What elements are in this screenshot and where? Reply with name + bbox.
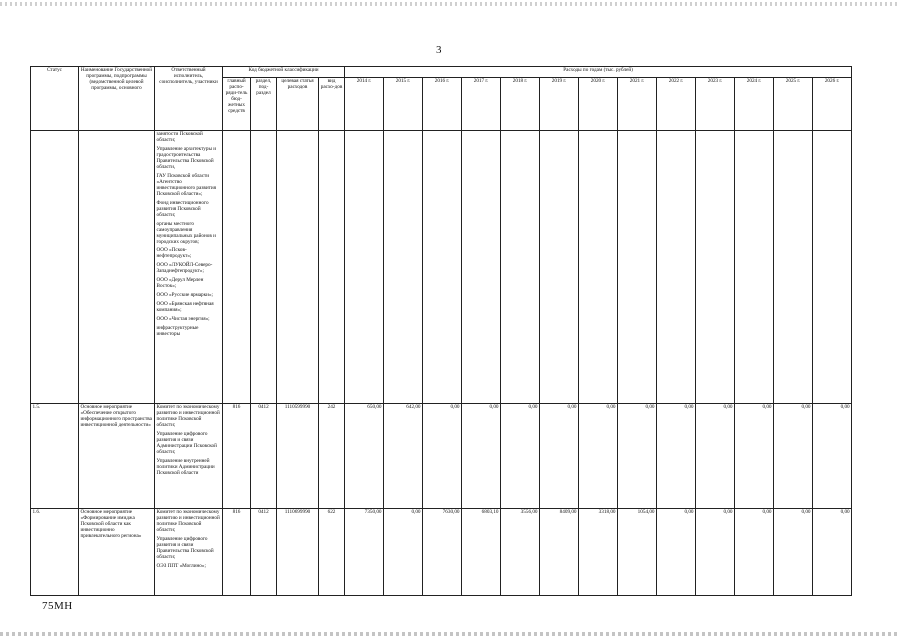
header-expenses: Расходы по годам (тыс. рублей) [345, 67, 852, 78]
value-cell [501, 131, 540, 404]
executor-item: органы местного самоуправления муниципальных районов и городских округов; [156, 220, 216, 245]
grbs-cell: 816 [223, 404, 251, 509]
section-cell [251, 131, 277, 404]
value-cell: 3318,00 [579, 509, 618, 596]
kind-cell: 622 [319, 509, 345, 596]
executor-item: ОЭЗ ППТ «Моглино»; [156, 562, 206, 569]
article-cell: 1110599990 [277, 404, 319, 509]
budget-table [30, 66, 852, 596]
header-year: 2019 г. [540, 78, 579, 131]
table-row [31, 509, 852, 596]
scan-edge-bottom [0, 632, 899, 636]
value-cell [618, 131, 657, 404]
grbs-cell: 816 [223, 509, 251, 596]
header-year: 2022 г. [657, 78, 696, 131]
executor-item: ООО «Русские ярмарки»; [156, 292, 213, 299]
value-cell: 0,00 [774, 404, 813, 509]
article-cell: 1110699990 [277, 509, 319, 596]
header-year: 2026 г. [813, 78, 852, 131]
value-cell: 0,00 [735, 404, 774, 509]
value-cell: 0,00 [579, 404, 618, 509]
value-cell: 8409,00 [540, 509, 579, 596]
header-year: 2024 г. [735, 78, 774, 131]
executor-item: инфраструктурные инвесторы [156, 325, 199, 338]
value-cell [774, 131, 813, 404]
value-cell: 0,00 [540, 404, 579, 509]
value-cell [735, 131, 774, 404]
value-cell [423, 131, 462, 404]
value-cell: 0,00 [423, 404, 462, 509]
value-cell: 0,00 [696, 509, 735, 596]
row-name [79, 131, 155, 404]
value-cell: 650,00 [345, 404, 384, 509]
grbs-cell [223, 131, 251, 404]
value-cell [345, 131, 384, 404]
value-cell: 0,00 [618, 404, 657, 509]
value-cell [813, 131, 852, 404]
value-cell: 0,00 [813, 509, 852, 596]
executor-item: Фонд инвестиционного развития Псковской области; [156, 199, 209, 218]
header-year: 2021 г. [618, 78, 657, 131]
value-cell: 0,00 [657, 404, 696, 509]
value-cell: 3556,00 [501, 509, 540, 596]
header-section: раздел, под-раздел [251, 78, 277, 131]
value-cell: 1054,00 [618, 509, 657, 596]
executor-item: ООО «Брянская нефтяная компания»; [156, 301, 214, 314]
executor-item: ООО «Псков-нефтепродукт»; [156, 247, 192, 260]
header-year: 2018 г. [501, 78, 540, 131]
value-cell: 0,00 [462, 404, 501, 509]
value-cell: 642,00 [384, 404, 423, 509]
row-name: Основное мероприятие «Формирование имиджа Псковской области как инвестиционно привлекательного региона» [79, 509, 155, 596]
table-row [31, 131, 852, 404]
header-status: Статус [31, 67, 79, 131]
header-year: 2015 г. [384, 78, 423, 131]
kind-cell [319, 131, 345, 404]
value-cell: 0,00 [813, 404, 852, 509]
row-number: 1.6. [31, 509, 79, 596]
header-kind: вид расхо-дов [319, 78, 345, 131]
executor-item: ООО «ЛУКОЙЛ-Северо-Западнефтепродукт»; [156, 262, 213, 275]
row-executors [155, 131, 223, 404]
value-cell: 7630,00 [423, 509, 462, 596]
header-executor: Ответственный исполнитель, соисполнитель, участники [155, 67, 223, 131]
scan-edge-top [0, 2, 899, 6]
executor-item: ГАУ Псковской области «Агентство инвестиционного развития Псковской области»; [156, 172, 217, 197]
header-year: 2023 г. [696, 78, 735, 131]
section-cell: 0412 [251, 509, 277, 596]
value-cell: 0,00 [384, 509, 423, 596]
value-cell: 0,00 [657, 509, 696, 596]
row-number: 1.5. [31, 404, 79, 509]
value-cell [696, 131, 735, 404]
value-cell [540, 131, 579, 404]
header-name: Наименование Государственной программы, подпрограммы (ведомственной целевой программы, основного [79, 67, 155, 131]
executor-item: Управление цифрового развития и связи Администрации Псковской области; [156, 430, 217, 455]
value-cell: 0,00 [774, 509, 813, 596]
header-year: 2020 г. [579, 78, 618, 131]
table-row [31, 404, 852, 509]
executor-item: Управление архитектуры и градостроительства Правительства Псковской области, [156, 145, 217, 170]
value-cell: 0,00 [735, 509, 774, 596]
page-number: 3 [436, 44, 442, 56]
executor-item: Комитет по экономическому развитию и инвестиционной политике Псковской области; [156, 404, 220, 428]
value-cell [384, 131, 423, 404]
row-name: Основное мероприятие «Обеспечение открытого информационного пространства инвестиционной деятельности» [79, 404, 155, 509]
header-year: 2014 г. [345, 78, 384, 131]
document-code: 75МН [42, 600, 73, 612]
header-year: 2017 г. [462, 78, 501, 131]
row-executors [155, 509, 223, 596]
kind-cell: 242 [319, 404, 345, 509]
value-cell: 6803,10 [462, 509, 501, 596]
header-article: целевая статья расходов [277, 78, 319, 131]
executor-item: ООО «Чистая энергия»; [156, 316, 210, 323]
header-grbs: главный распо-ряди-тель бюд-жетных средств [223, 78, 251, 131]
executor-item: ООО «Дерул Мерлен Восток»; [156, 277, 204, 290]
header-budget-code: Код бюджетной классификации [223, 67, 345, 78]
section-cell: 0412 [251, 404, 277, 509]
value-cell: 7350,00 [345, 509, 384, 596]
article-cell [277, 131, 319, 404]
value-cell [657, 131, 696, 404]
value-cell [579, 131, 618, 404]
header-year: 2016 г. [423, 78, 462, 131]
executor-item: Комитет по экономическому развитию и инвестиционной политике Псковской области; [156, 509, 220, 533]
value-cell: 0,00 [501, 404, 540, 509]
row-number [31, 131, 79, 404]
row-executors [155, 404, 223, 509]
value-cell [462, 131, 501, 404]
header-year: 2025 г. [774, 78, 813, 131]
executor-item: занятости Псковской области; [156, 131, 203, 143]
value-cell: 0,00 [696, 404, 735, 509]
executor-item: Управление цифрового развития и связи Правительства Псковской области; [156, 535, 214, 560]
executor-item: Управление внутренней политики Администрации Псковской области [156, 457, 215, 476]
